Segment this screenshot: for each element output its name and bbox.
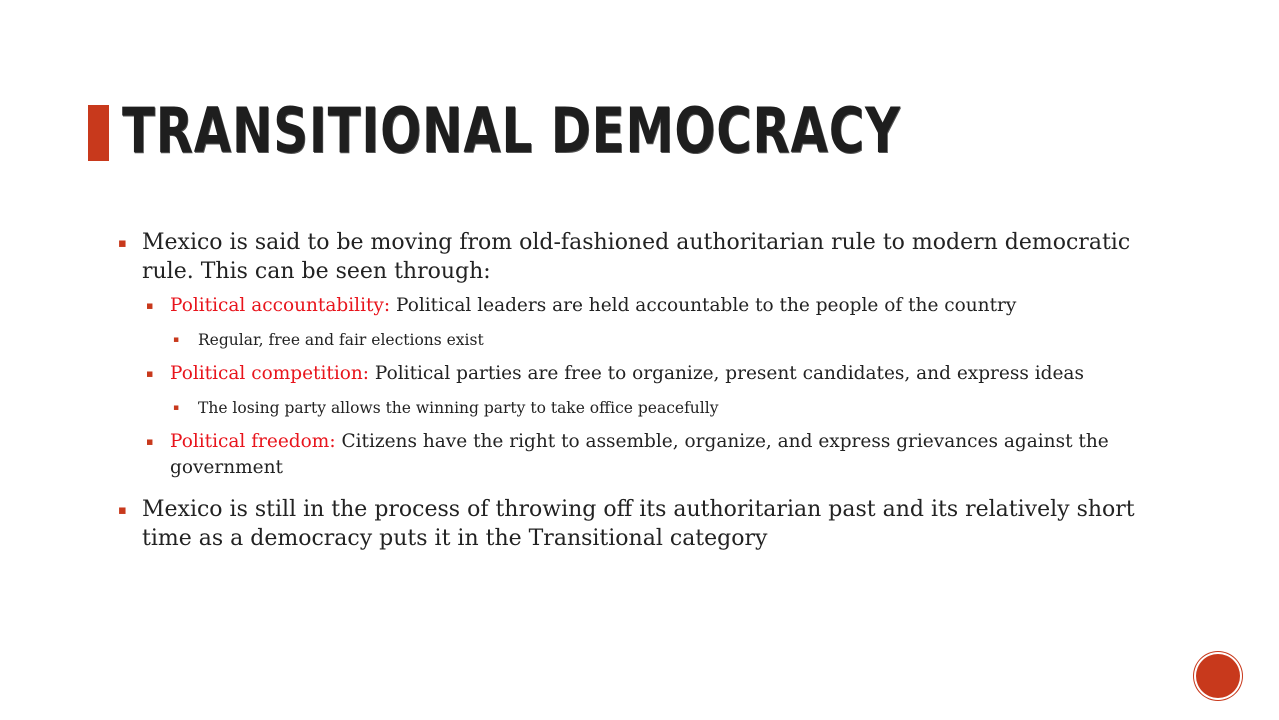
bullet-term: Political freedom: [170,431,336,452]
bullet-text: Political parties are free to organize, present candidates, and express ideas [369,363,1084,384]
sub-bullet-item [146,429,1163,481]
bullet-item [118,228,1163,286]
bullet-term: Political competition: [170,363,370,384]
bullet-term: Political accountability: [170,295,391,316]
square-bullet-icon: ▪ [146,299,154,312]
sub-bullet-item [146,361,1163,387]
slide-title: TRANSITIONAL DEMOCRACY [122,94,901,167]
bullet-list [118,228,1163,560]
sub-sub-bullet-item [173,329,1163,351]
square-bullet-icon: ▪ [173,335,180,345]
bullet-text: Citizens have the right to assemble, organize, and express grievances against the government [170,431,1109,478]
bullet-text: The losing party allows the winning party to take office peacefully [198,399,719,417]
sub-bullet-item [146,293,1163,319]
square-bullet-icon: ▪ [118,503,127,518]
bullet-text: Regular, free and fair elections exist [198,331,484,349]
bullet-text: Political leaders are held accountable to the people of the country [390,295,1017,316]
bullet-text: Mexico is said to be moving from old-fashioned authoritarian rule to modern democratic rule. This can be seen through: [142,230,1131,284]
square-bullet-icon: ▪ [146,435,154,448]
bullet-text: Mexico is still in the process of throwing off its authoritarian past and its relatively short time as a democracy puts it in the Transitional category [142,497,1135,551]
sub-sub-bullet-item [173,397,1163,419]
bullet-item [118,495,1163,553]
square-bullet-icon: ▪ [146,367,154,380]
page-number-badge [1196,654,1240,698]
square-bullet-icon: ▪ [118,236,127,251]
title-accent-bar [88,105,109,161]
square-bullet-icon: ▪ [173,403,180,413]
